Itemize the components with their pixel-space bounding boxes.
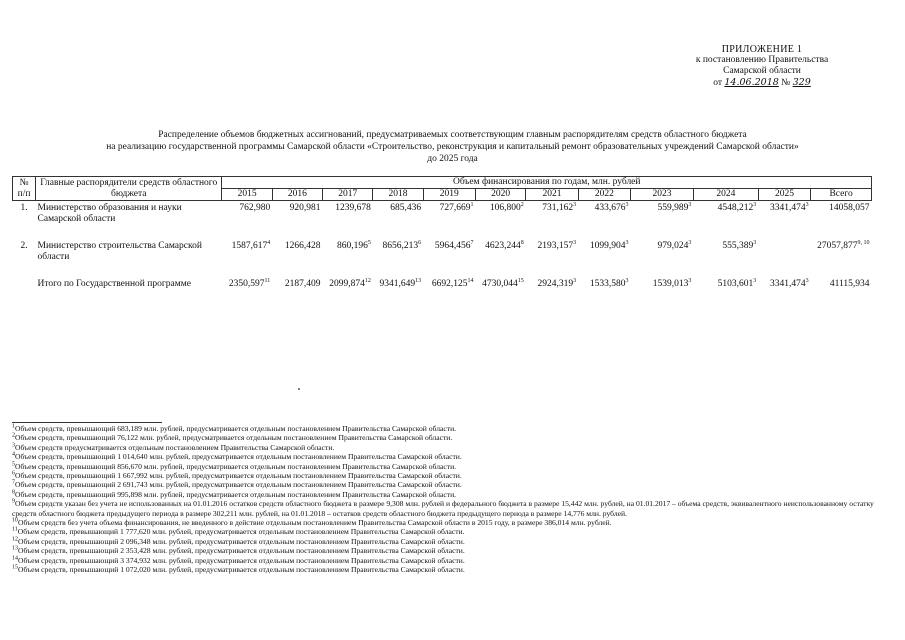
footnote-ref: 3: [625, 201, 629, 208]
year-header: 2024: [693, 189, 758, 201]
footnote-number: 10: [12, 517, 18, 524]
amount-cell: 3341,474$^3$: [770, 201, 809, 213]
footnote-ref: 15: [517, 277, 524, 284]
footnote-ref: 9, 10: [857, 239, 870, 246]
footnote-ref: 3: [625, 239, 629, 246]
amount-cell: 4730,044$^{15}$: [482, 277, 524, 289]
year-header: 2020: [475, 189, 525, 201]
amount-cell: 979,024$^3$: [657, 239, 692, 251]
year-header: 2018: [373, 189, 423, 201]
footnote-ref: 3: [805, 277, 809, 284]
row-number: 1.: [20, 203, 28, 213]
footnote-ref: 3: [753, 239, 757, 246]
year-header: 2016: [272, 189, 322, 201]
footnote-number: 5: [12, 461, 15, 468]
amount-cell: 4548,212$^3$: [717, 201, 757, 213]
handwritten-date: 14.06.2018: [724, 77, 779, 88]
row-manager-name: Министерство образования и науки Самарской области: [37, 203, 182, 224]
amount-cell: 8656,213$^6$: [382, 239, 422, 251]
footnote-number: 7: [12, 479, 15, 486]
scan-dot: [298, 388, 300, 390]
footnote-ref: 3: [805, 201, 809, 208]
table-row: [13, 201, 872, 239]
from-label: от: [713, 78, 723, 88]
footnote: $^3$Объем средств предусматривается отдельным постановлением Правительства Самарской области.: [12, 442, 335, 452]
footnote-number: 13: [12, 545, 18, 552]
footnote-ref: 4: [267, 239, 271, 246]
footnote-number: 1: [12, 423, 15, 430]
appendix-line-1: к постановлению Правительства: [695, 55, 829, 65]
year-header: 2025: [758, 189, 810, 201]
footnote: $^1$Объем средств, превышающий 683,189 млн. рублей, предусматривается отдельным постановлением Правительства Самарской области.: [12, 423, 457, 433]
table-body: [13, 201, 872, 315]
footnote-number: 9: [12, 498, 15, 505]
title-line-2: на реализацию государственной программы Самарской области «Строительство, реконструкция и капитальный ремонт образовательных учреждений Самарской области»: [106, 142, 799, 152]
amount-cell: 731,162$^3$: [542, 201, 577, 213]
amount-cell: 1587,617$^4$: [231, 239, 271, 251]
year-header: 2023: [631, 189, 694, 201]
handwritten-number: 329: [792, 77, 811, 88]
header-manager: Главные распорядители средств областного бюджета: [36, 177, 222, 201]
table-row: [13, 239, 872, 277]
amount-cell: 2924,319$^3$: [537, 277, 577, 289]
year-header: 2021: [526, 189, 578, 201]
amount-cell: 106,800$^2$: [489, 201, 524, 213]
appendix-date-line: [662, 77, 862, 89]
footnote-number: 2: [12, 432, 15, 439]
amount-cell: 5964,456$^7$: [434, 239, 474, 251]
footnote-ref: 3: [688, 201, 692, 208]
footnote-ref: 1: [470, 201, 474, 208]
amount-cell: 1099,904$^3$: [589, 239, 629, 251]
amount-cell: 4623,244$^8$: [485, 239, 524, 251]
amount-cell: 27057,877$^{9, 10}$: [817, 239, 870, 251]
footnote-ref: 13: [415, 277, 422, 284]
footnotes: [12, 424, 887, 575]
amount-cell: 433,676$^3$: [594, 201, 629, 213]
header-volume: Объем финансирования по годам, млн. рублей: [222, 177, 872, 189]
appendix-line-2: Самарской области: [723, 66, 801, 76]
footnote-number: 4: [12, 451, 15, 458]
footnote-ref: 5: [367, 239, 371, 246]
year-header: Всего: [811, 189, 872, 201]
footnote-number: 6: [12, 470, 15, 477]
year-header: 2017: [323, 189, 373, 201]
footnote: $^{10}$Объем средств без учета объема финансирования, не введенного в действие отдельным постановлением Правительства Самарской области в 2015 году, в размере 386,014 млн. рублей.: [12, 517, 612, 528]
footnote: $^{15}$Объем средств, превышающий 1 072,020 млн. рублей, предусматривается отдельным постановлением Правительства Самарской области.: [12, 564, 465, 575]
footnote: $^{11}$Объем средств, превышающий 1 777,620 млн. рублей, предусматривается отдельным постановлением Правительства Самарской области.: [12, 526, 465, 537]
footnote: $^8$Объем средств, превышающий 995,898 млн. рублей, предусматривается отдельным постановлением Правительства Самарской области.: [12, 489, 457, 499]
footnote-number: 3: [12, 442, 15, 449]
footnote-ref: 3: [753, 201, 757, 208]
financing-table: [12, 176, 872, 315]
year-header: 2019: [423, 189, 475, 201]
amount-cell: 860,196$^5$: [336, 239, 371, 251]
row-manager-name: Министерство строительства Самарской области: [37, 240, 202, 262]
footnote-ref: 11: [264, 277, 271, 284]
footnote: $^5$Объем средств, превышающий 856,670 млн. рублей, предусматривается отдельным постановлением Правительства Самарской области.: [12, 461, 457, 471]
amount-cell: 2187,409: [284, 278, 321, 289]
footnote: $^{12}$Объем средств, превышающий 2 096,348 млн. рублей, предусматривается отдельным постановлением Правительства Самарской области.: [12, 536, 465, 546]
footnote-ref: 3: [688, 277, 692, 284]
footnote-divider: [12, 422, 162, 423]
amount-cell: 2193,157$^3$: [537, 239, 577, 251]
footnote-ref: 3: [625, 277, 629, 284]
amount-cell: 1239,678: [335, 203, 371, 213]
footnote-number: 15: [12, 564, 18, 571]
footnote-ref: 3: [573, 239, 577, 246]
amount-cell: [758, 239, 810, 277]
footnote: $^9$Объем средств указан без учета не использованных на 01.01.2016 остатков средств областного бюджета в размере 9,308 млн. рублей и федерального бюджета в размере 15,442 млн. рублей, на 01.01.2017 – объема средств, эквивалентного неиспользованному остатку средств областного бюджета предыдущего периода в размере 302,211 млн. рублей, на 01.01.2018 – остатков средств областного бюджета предыдущего периода в размере 14,776 млн. рублей.: [12, 498, 874, 518]
amount-cell: 3341,474$^3$: [770, 277, 809, 289]
amount-cell: 6692,125$^{14}$: [431, 277, 474, 289]
footnote-ref: 14: [467, 277, 474, 284]
appendix-title: ПРИЛОЖЕНИЕ 1: [721, 44, 803, 55]
year-header: 2022: [578, 189, 630, 201]
title-line-1: Распределение объемов бюджетных ассигнований, предусматриваемых соответствующим главным распорядителям средств областного бюджета: [158, 130, 747, 140]
amount-cell: 1266,428: [284, 240, 321, 251]
amount-cell: 2099,874$^{12}$: [329, 277, 371, 289]
amount-cell: 685,436: [390, 203, 422, 213]
footnote: $^7$Объем средств, превышающий 2 691,743 млн. рублей, предусматривается отдельным постановлением Правительства Самарской области.: [12, 479, 462, 490]
footnote-ref: 3: [753, 277, 757, 284]
footnote: $^4$Объем средств, превышающий 1 014,640 млн. рублей, предусматривается отдельным постановлением Правительства Самарской области.: [12, 451, 462, 462]
footnote: $^{14}$Объем средств, превышающий 3 374,932 млн. рублей, предусматривается отдельным постановлением Правительства Самарской области.: [12, 555, 465, 565]
footnote: $^2$Объем средств, превышающий 76,122 млн. рублей, предусматривается отдельным постановлением Правительства Самарской области.: [12, 432, 453, 443]
appendix-header: [662, 44, 862, 89]
footnote: $^6$Объем средств, превышающий 1 667,992 млн. рублей, предусматривается отдельным постановлением Правительства Самарской области.: [12, 470, 462, 481]
amount-cell: 1539,013$^3$: [652, 277, 692, 289]
amount-cell: 920,981: [289, 203, 321, 213]
title-line-3: до 2025 года: [427, 154, 478, 164]
amount-cell: 9341,649$^{13}$: [379, 277, 422, 289]
row-manager-name: Итого по Государственной программе: [37, 278, 191, 289]
amount-cell: 555,389$^3$: [722, 239, 757, 251]
footnote-number: 8: [12, 489, 15, 496]
footnote-ref: 8: [520, 239, 524, 246]
header-number: № п/п: [13, 177, 36, 201]
amount-cell: 762,980: [239, 203, 271, 213]
footnote-number: 11: [12, 526, 18, 533]
footnote-number: 14: [12, 555, 18, 562]
footnote-ref: 3: [573, 277, 577, 284]
amount-cell: 559,989$^3$: [657, 201, 692, 213]
footnote-ref: 3: [688, 239, 692, 246]
footnote: $^{13}$Объем средств, превышающий 2 353,428 млн. рублей, предусматривается отдельным постановлением Правительства Самарской области.: [12, 545, 465, 556]
footnote-ref: 2: [520, 201, 524, 208]
year-header: 2015: [222, 189, 272, 201]
amount-cell: 41115,934: [829, 278, 870, 289]
row-number: [13, 277, 36, 315]
document-title: [30, 129, 875, 165]
table-row: [13, 277, 872, 315]
row-number: 2.: [20, 240, 28, 251]
footnote-ref: 6: [418, 239, 422, 246]
footnote-ref: 12: [364, 277, 371, 284]
number-label: №: [781, 78, 791, 88]
footnote-ref: 3: [573, 201, 577, 208]
amount-cell: 5103,601$^3$: [717, 277, 757, 289]
amount-cell: 2350,597$^{11}$: [228, 277, 271, 289]
amount-cell: 14058,057: [829, 203, 870, 213]
footnote-ref: 7: [470, 239, 474, 246]
amount-cell: 727,669$^1$: [439, 201, 474, 213]
footnote-number: 12: [12, 536, 18, 543]
amount-cell: 1533,580$^3$: [589, 277, 629, 289]
